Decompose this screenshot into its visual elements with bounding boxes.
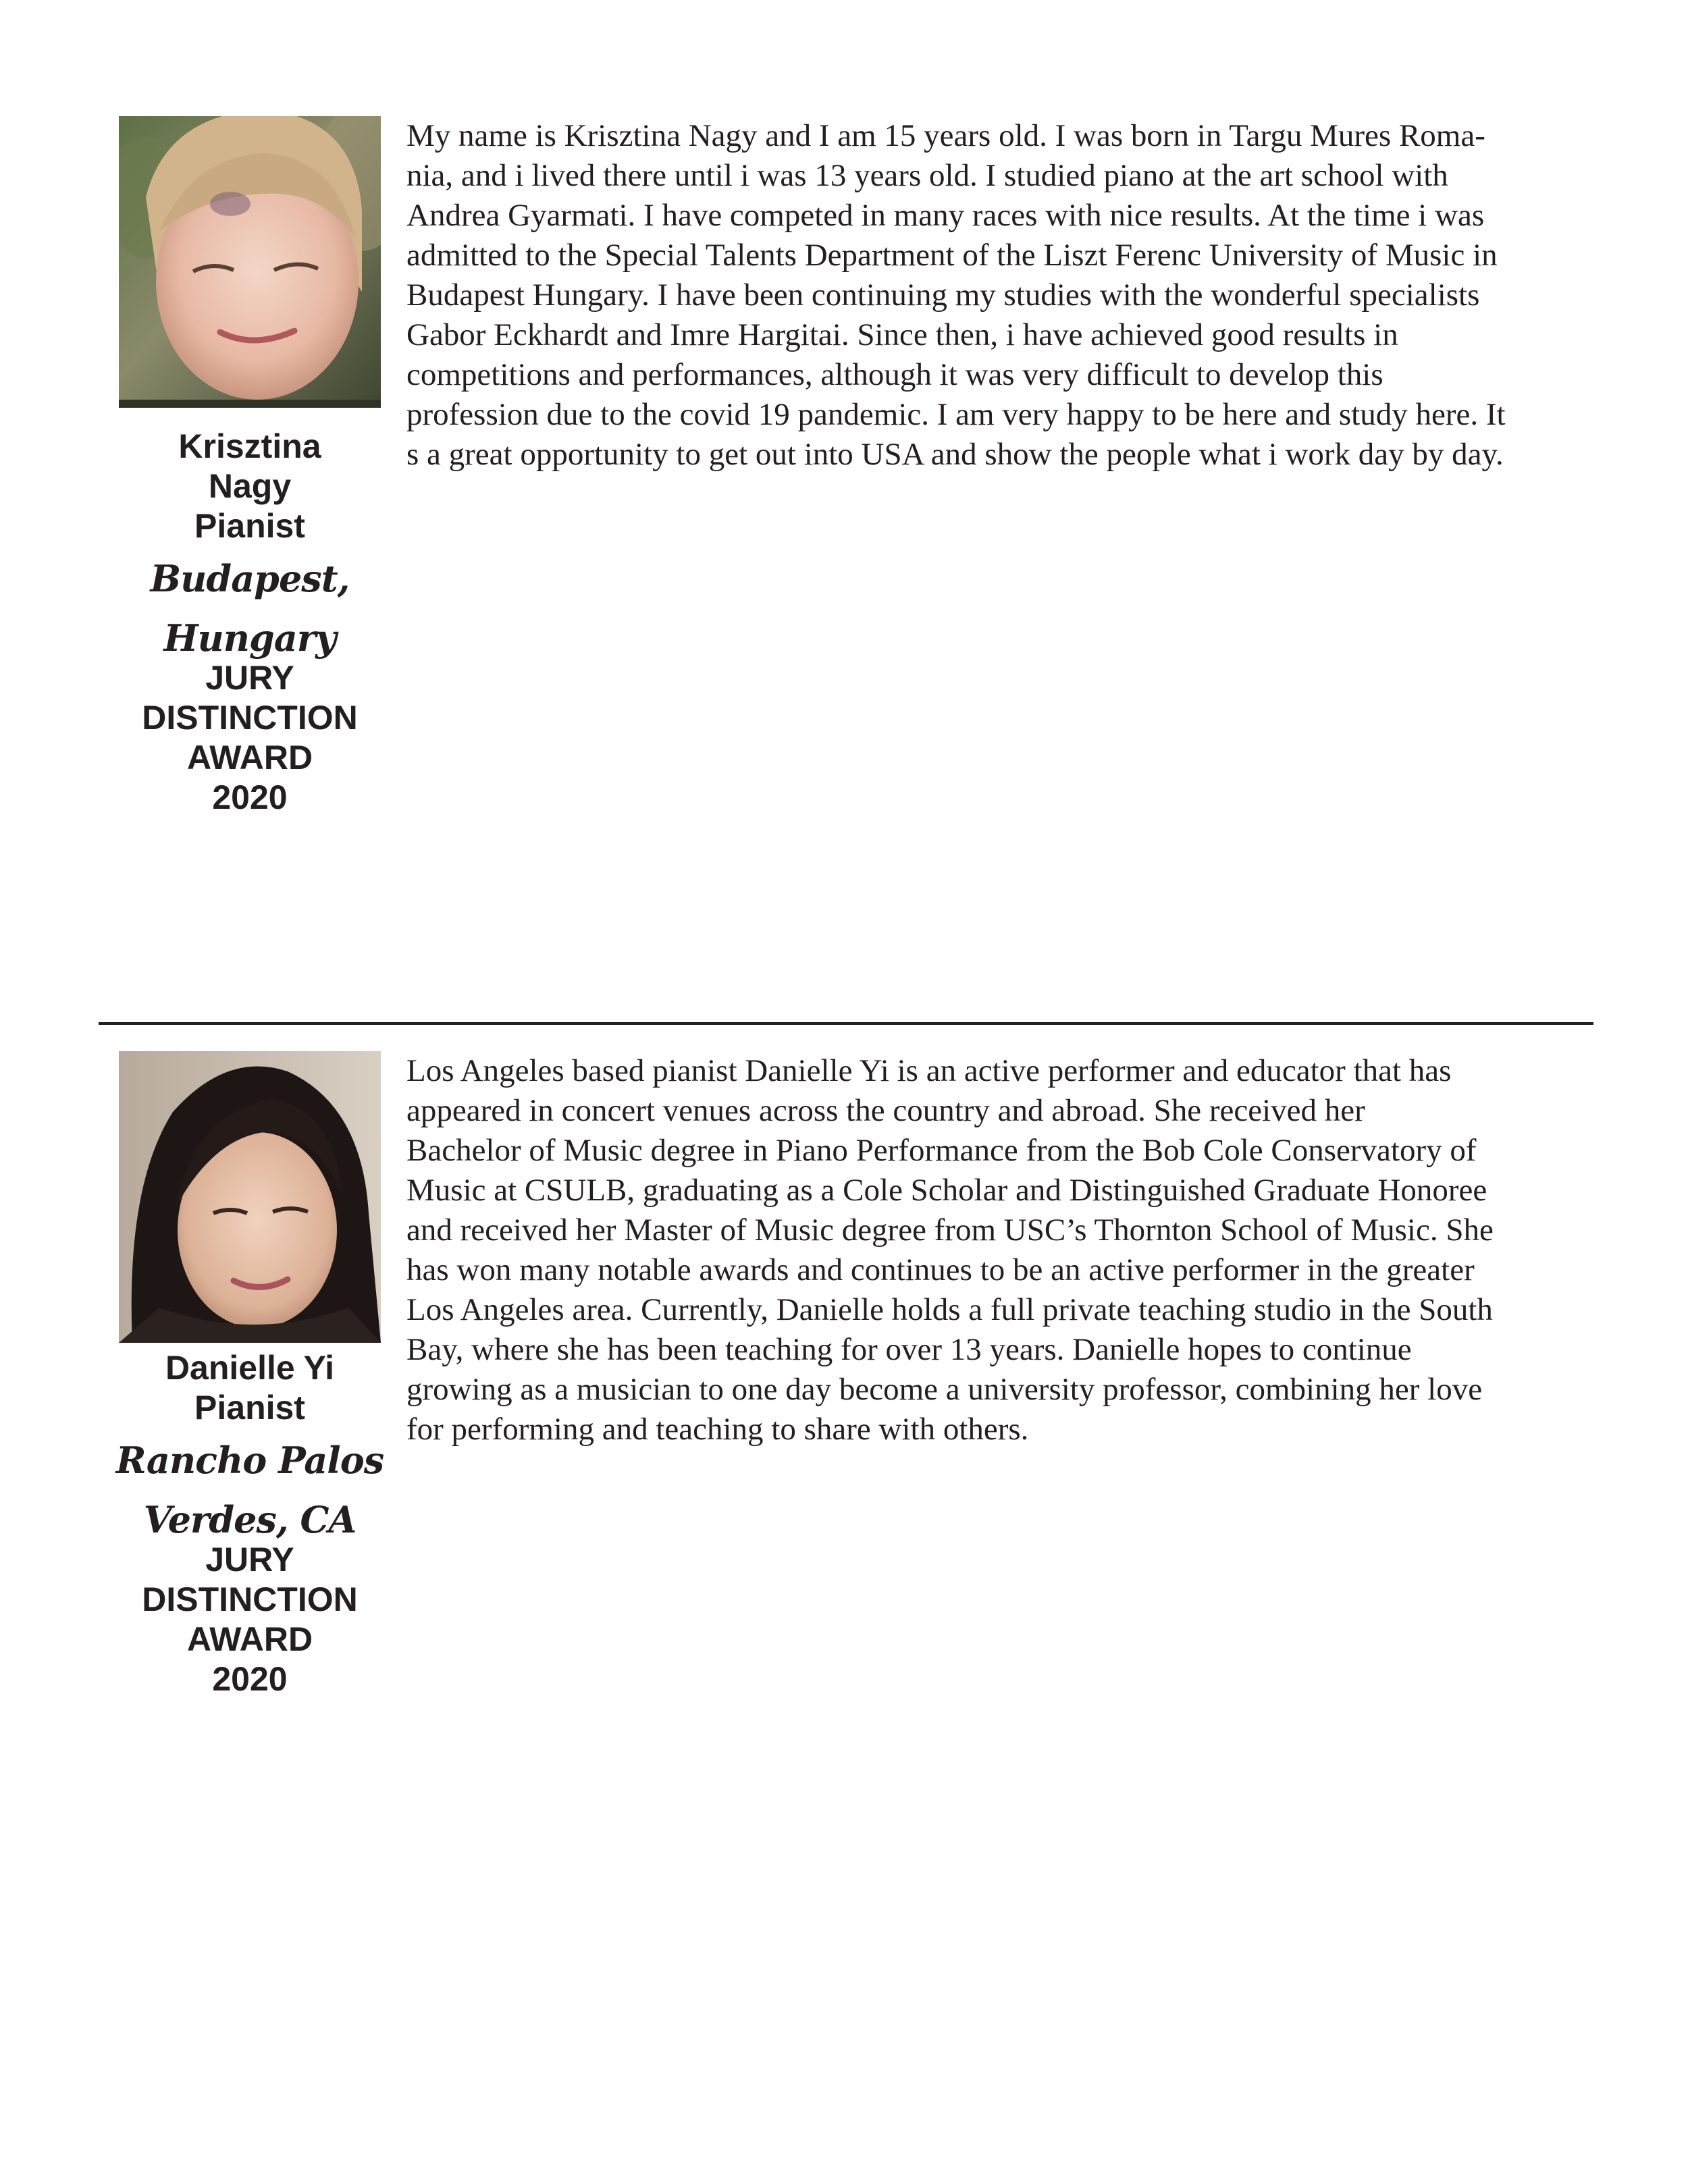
artist-name: Danielle Yi [165, 1349, 335, 1387]
artist-location: Rancho Palos Verdes, CA [115, 1439, 384, 1541]
artist-photo [119, 1051, 381, 1343]
artist-photo [119, 116, 381, 408]
portrait-image [119, 116, 381, 408]
artist-award: JURY DISTINCTION AWARD 2020 [142, 659, 358, 816]
portrait-image [119, 1051, 381, 1343]
artist-bio: Los Angeles based pianist Danielle Yi is an active performer and educator that has appeared in concert venues across the country and abroad. She received her Bachelor of Music degree in Piano Performance from the Bob Cole Conservatory of Music at CSULB, graduating as a Cole Scholar and Distinguished Graduate Honoree and received her Master of Music degree from USC’s Thornton School of Music. She has won many notable awards and continues to be an active performer in the greater Los Angeles area. Currently, Danielle holds a full private teaching studio in the South Bay, where she has been teaching for over 13 years. Danielle hopes to continue growing as a musician to one day become a university professor, combining her love for performing and teaching to share with others. [406, 1053, 1494, 1447]
artist-bio: My name is Krisztina Nagy and I am 15 years old. I was born in Targu Mures Roma- nia, and i lived there until i was 13 years old. I studied piano at the art school with Andrea Gyarmati. I have competed in many races with nice results. At the time i was admitted to the Special Talents Department of the Liszt Ferenc University of Music in Budapest Hungary. I have been continuing my studies with the wonderful specialists Gabor Eckhardt and Imre Hargitai. Since then, i have achieved good results in competitions and performances, although it was very difficult to develop this profession due to the covid 19 pandemic. I am very happy to be here and study here. It s a great opportunity to get out into USA and show the people what i work day by day. [406, 118, 1506, 472]
section-divider [99, 1022, 1593, 1025]
artist-name: Krisztina Nagy [178, 427, 321, 505]
artist-role: Pianist [194, 1389, 305, 1427]
artist-caption [108, 1348, 392, 1699]
artist-location: Budapest, Hungary [150, 557, 350, 660]
artist-caption [108, 427, 392, 818]
artist-role: Pianist [194, 507, 305, 545]
artist-award: JURY DISTINCTION AWARD 2020 [142, 1541, 358, 1698]
